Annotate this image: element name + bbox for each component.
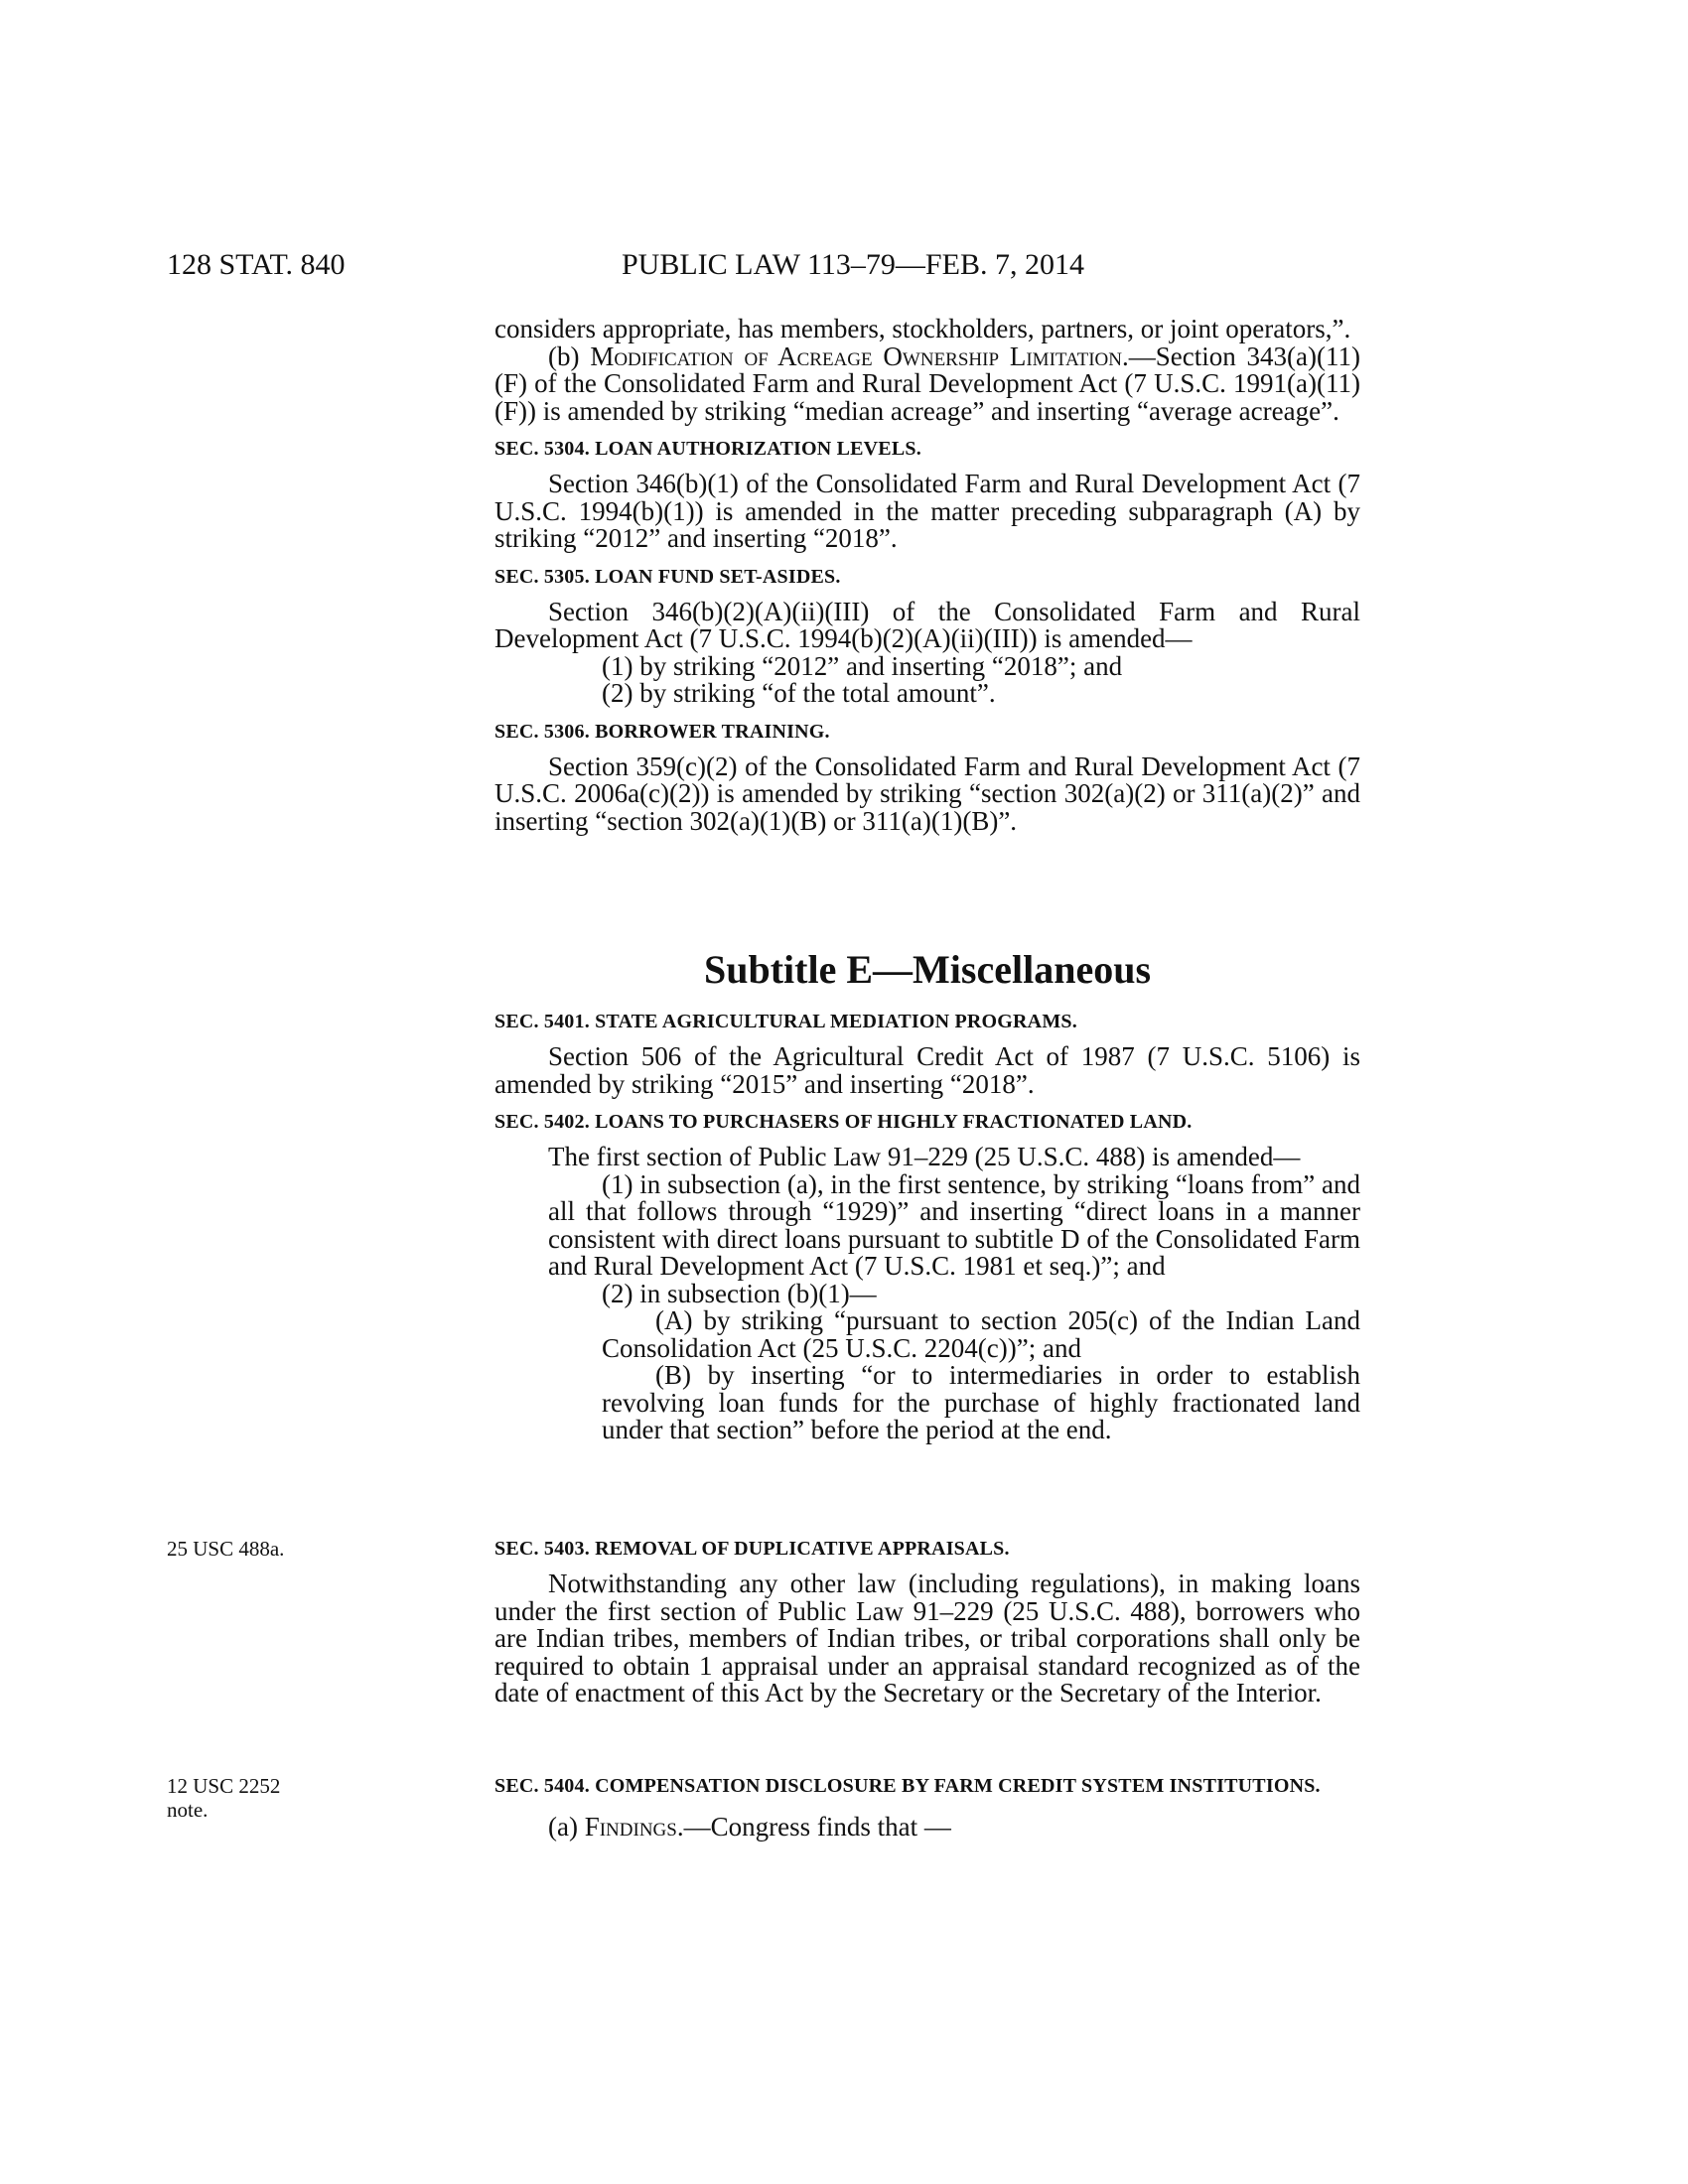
subsection-a-label: (a) bbox=[548, 1812, 585, 1842]
sec-5306-text: Section 359(c)(2) of the Consolidated Farm and Rural Development Act (7 U.S.C. 2006a(c)(2)) is amended by striking “section 302(a)(2) or 311(a)(2)” and inserting “section 302(a)(1)(B) or 311(a)(1)(B)”. bbox=[494, 751, 1360, 836]
margin-note-5404 bbox=[167, 1774, 280, 1822]
sec-5304-heading: SEC. 5304. LOAN AUTHORIZATION LEVELS. bbox=[494, 438, 921, 460]
text-block-middle bbox=[494, 1010, 1360, 1444]
sec-5304-text: Section 346(b)(1) of the Consolidated Farm and Rural Development Act (7 U.S.C. 1994(b)(1)) is amended in the matter preceding subparagraph (A) by striking “2012” and inserting “2018”. bbox=[494, 469, 1360, 553]
sec-5305-heading: SEC. 5305. LOAN FUND SET-ASIDES. bbox=[494, 565, 841, 588]
sec-5404-heading: SEC. 5404. COMPENSATION DISCLOSURE BY FARM CREDIT SYSTEM INSTITUTIONS. bbox=[494, 1775, 1321, 1797]
subsection-a bbox=[494, 1814, 1360, 1842]
margin-note-5404-line-2: note. bbox=[167, 1798, 209, 1822]
subsection-b bbox=[494, 343, 1360, 426]
subsection-a-text: .—Congress finds that — bbox=[676, 1812, 951, 1842]
sec-5305-text: Section 346(b)(2)(A)(ii)(III) of the Consolidated Farm and Rural Development Act (7 U.S.C. 1994(b)(2)(A)(ii)(III)) is amended— bbox=[494, 596, 1360, 653]
subsection-b-text: .—Section 343(a)(11)(F) of the Consolidated Farm and Rural Development Act (7 U.S.C. 1991(a)(11)(F)) is amended by striking “median acreage” and inserting “average acreage”. bbox=[494, 341, 1360, 426]
stat-page-reference: 128 STAT. 840 bbox=[167, 248, 346, 281]
sec-5403-text: Notwithstanding any other law (including regulations), in making loans under the first section of Public Law 91–229 (25 U.S.C. 488), borrowers who are Indian tribes, members of Indian tribes, or tribal corporations shall only be required to obtain 1 appraisal under an appraisal standard recognized as of the date of enactment of this Act by the Secretary or the Secretary of the Interior. bbox=[494, 1569, 1360, 1707]
sec-5402-text: The first section of Public Law 91–229 (25 U.S.C. 488) is amended— bbox=[548, 1142, 1301, 1171]
margin-note-5403: 25 USC 488a. bbox=[167, 1537, 285, 1561]
sec-5402-item-2: (2) in subsection (b)(1)— bbox=[602, 1278, 877, 1308]
sec-5402-item-1: (1) in subsection (a), in the first sentence, by striking “loans from” and all that follows through “1929)” and inserting “direct loans in a manner consistent with direct loans pursuant to subtitle D of the Consolidated Farm and Rural Development Act (7 U.S.C. 1981 et seq.)”; and bbox=[548, 1168, 1360, 1281]
subsection-b-heading: Modification of Acreage Ownership Limitation bbox=[590, 341, 1122, 371]
sec-5402-heading: SEC. 5402. LOANS TO PURCHASERS OF HIGHLY FRACTIONATED LAND. bbox=[494, 1111, 1193, 1133]
sec-5306-heading: SEC. 5306. BORROWER TRAINING. bbox=[494, 720, 830, 743]
subsection-a-heading: Findings bbox=[584, 1812, 677, 1842]
text-block-bottom bbox=[494, 1774, 1360, 1842]
sec-5402-item-2A: (A) by striking “pursuant to section 205(c) of the Indian Land Consolidation Act (25 U.S.C. 2204(c))”; and bbox=[602, 1305, 1360, 1363]
margin-note-5404-line-1: 12 USC 2252 bbox=[167, 1774, 281, 1798]
subtitle-heading: Subtitle E—Miscellaneous bbox=[703, 947, 1152, 992]
sec-5401-heading: SEC. 5401. STATE AGRICULTURAL MEDIATION PROGRAMS. bbox=[494, 1011, 1077, 1032]
text-block-upper bbox=[494, 316, 1360, 835]
sec-5402-item-2B: (B) by inserting “or to intermediaries in order to establish revolving loan funds for the purchase of highly fractionated land under that section” before the period at the end. bbox=[602, 1360, 1360, 1444]
subsection-b-label: (b) bbox=[548, 341, 591, 371]
sec-5305-item-1: (1) by striking “2012” and inserting “2018”; and bbox=[602, 650, 1123, 681]
text-block-lower bbox=[494, 1537, 1360, 1707]
sec-5403-heading: SEC. 5403. REMOVAL OF DUPLICATIVE APPRAISALS. bbox=[494, 1538, 1010, 1560]
running-head: PUBLIC LAW 113–79—FEB. 7, 2014 bbox=[622, 248, 1084, 281]
continuation-paragraph: considers appropriate, has members, stockholders, partners, or joint operators,”. bbox=[494, 314, 1351, 343]
sec-5401-text: Section 506 of the Agricultural Credit Act of 1987 (7 U.S.C. 5106) is amended by striking “2015” and inserting “2018”. bbox=[494, 1041, 1360, 1099]
sec-5305-item-2: (2) by striking “of the total amount”. bbox=[602, 678, 996, 708]
